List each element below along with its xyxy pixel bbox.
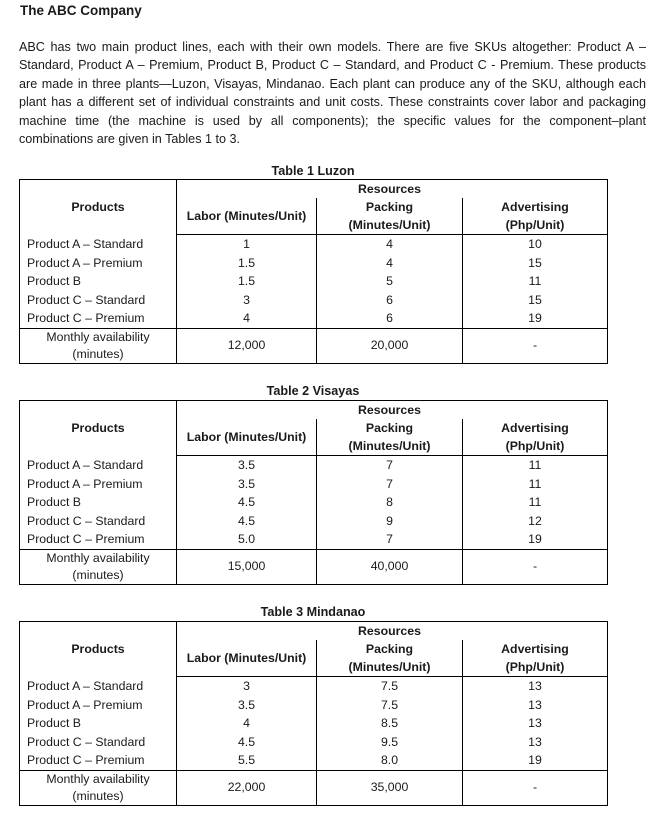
products-header: Products <box>20 401 177 456</box>
plant-table-mindanao <box>19 621 608 806</box>
table-row: Product C – Premium 4 6 19 <box>20 309 608 328</box>
packing-header: Packing (Minutes/Unit) <box>317 640 463 677</box>
table-row: Product A – Premium 3.5 7.5 13 <box>20 696 608 715</box>
table-row: Product B 4 8.5 13 <box>20 714 608 733</box>
table-row: Product C – Standard 3 6 15 <box>20 291 608 310</box>
resources-header: Resources <box>317 622 463 641</box>
plant-table-visayas <box>19 400 608 585</box>
resources-header: Resources <box>317 180 463 199</box>
table-caption: Table 3 Mindanao <box>260 605 366 619</box>
table-caption: Table 2 Visayas <box>266 384 360 398</box>
availability-row: Monthly availability (minutes) 15,000 40,000 - <box>20 549 608 584</box>
products-header: Products <box>20 180 177 235</box>
packing-header: Packing (Minutes/Unit) <box>317 198 463 235</box>
table-row: Product A – Premium 1.5 4 15 <box>20 254 608 273</box>
packing-header: Packing (Minutes/Unit) <box>317 419 463 456</box>
table-row: Product A – Standard 1 4 10 <box>20 235 608 254</box>
table-row: Product A – Standard 3.5 7 11 <box>20 456 608 475</box>
table-row: Product C – Standard 4.5 9.5 13 <box>20 733 608 752</box>
table-row: Product C – Premium 5.0 7 19 <box>20 530 608 549</box>
table-row: Product C – Standard 4.5 9 12 <box>20 512 608 531</box>
labor-header: Labor (Minutes/Unit) <box>177 419 317 456</box>
advertising-header: Advertising (Php/Unit) <box>463 419 608 456</box>
products-header: Products <box>20 622 177 677</box>
availability-row: Monthly availability (minutes) 12,000 20,000 - <box>20 328 608 363</box>
availability-row: Monthly availability (minutes) 22,000 35,000 - <box>20 770 608 805</box>
intro-paragraph: ABC has two main product lines, each with their own models. There are five SKUs altogether: Product A – Standard, Product A – Premium, Product B, Product C – Standard, and Product C - Premium. These products are made in three plants—Luzon, Visayas, Mindanao. Each plant can produce any of the SKU, although each plant has a different set of individual constraints and unit costs. These constraints cover labor and packaging machine time (the machine is used by all components); the specific values for the component–plant combinations are given in Tables 1 to 3. <box>19 40 646 147</box>
table-caption: Table 1 Luzon <box>271 164 355 178</box>
table-row: Product A – Premium 3.5 7 11 <box>20 475 608 494</box>
labor-header: Labor (Minutes/Unit) <box>177 640 317 677</box>
table-row: Product B 4.5 8 11 <box>20 493 608 512</box>
advertising-header: Advertising (Php/Unit) <box>463 640 608 677</box>
resources-header: Resources <box>317 401 463 420</box>
table-row: Product C – Premium 5.5 8.0 19 <box>20 751 608 770</box>
labor-header: Labor (Minutes/Unit) <box>177 198 317 235</box>
advertising-header: Advertising (Php/Unit) <box>463 198 608 235</box>
plant-table-luzon <box>19 179 608 364</box>
table-row: Product B 1.5 5 11 <box>20 272 608 291</box>
table-row: Product A – Standard 3 7.5 13 <box>20 677 608 696</box>
document-title: The ABC Company <box>20 3 142 18</box>
